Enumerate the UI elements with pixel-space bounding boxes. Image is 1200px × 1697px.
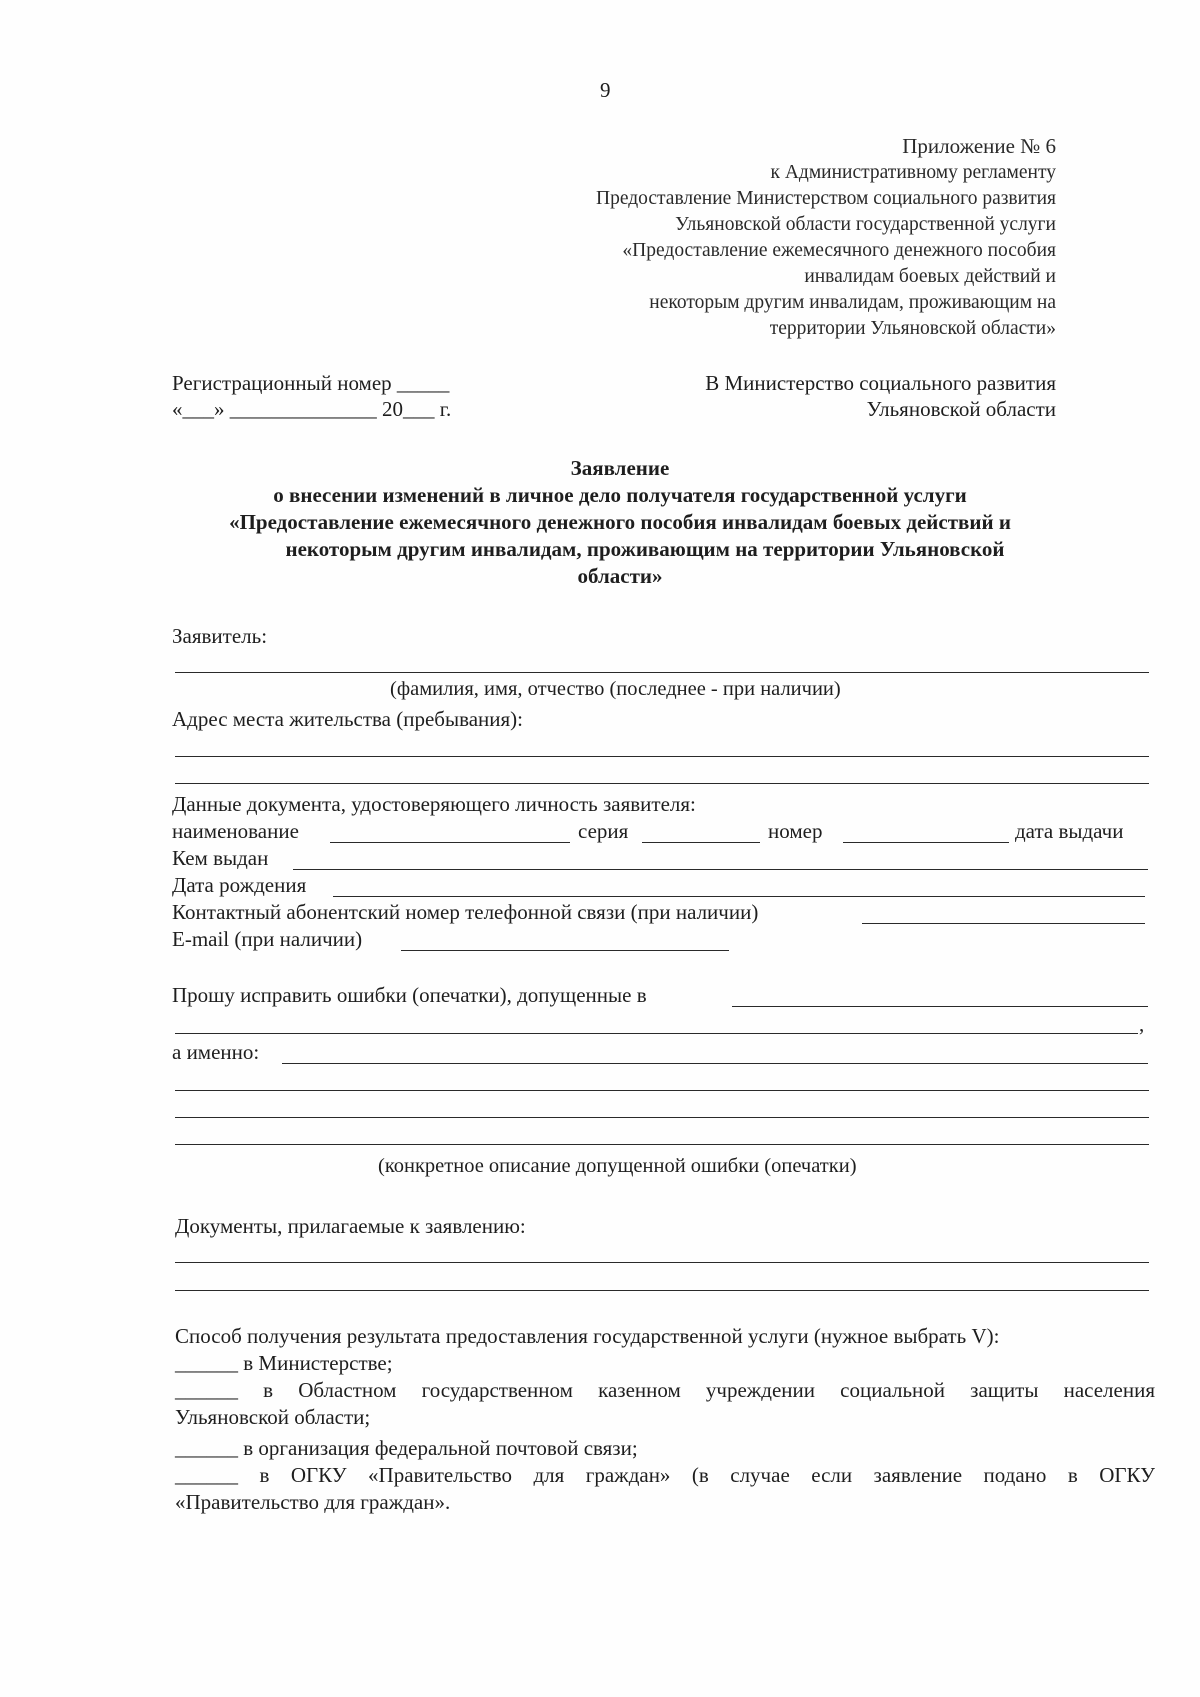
delivery-option-social-protection[interactable]: ______ в Областном государственном казенном учреждении социальной защиты населения [175, 1378, 1155, 1402]
email-label: E-mail (при наличии) [172, 927, 363, 951]
delivery-option-ogku-cont: «Правительство для граждан». [175, 1490, 451, 1514]
annex-line: Предоставление Министерством социального развития [596, 188, 1056, 209]
annex-line: «Предоставление ежемесячного денежного пособия [622, 240, 1056, 261]
fix-errors-comma: , [1139, 1012, 1145, 1036]
issued-by-field[interactable] [293, 869, 1148, 870]
annex-header [596, 133, 1056, 342]
identity-issue-date-label: дата выдачи [1015, 819, 1124, 843]
delivery-option-post[interactable]: ______ в организация федеральной почтовой связи; [175, 1436, 638, 1460]
namely-label: а именно: [172, 1040, 260, 1064]
error-description-caption: (конкретное описание допущенной ошибки (опечатки) [378, 1155, 857, 1177]
applicant-name-line[interactable] [175, 672, 1149, 673]
issued-by-label: Кем выдан [172, 846, 269, 870]
addressee-line-2: Ульяновской области [866, 397, 1056, 421]
phone-field[interactable] [862, 923, 1145, 924]
identity-name-field[interactable] [330, 842, 570, 843]
phone-label: Контактный абонентский номер телефонной связи (при наличии) [172, 900, 759, 924]
documents-line-2[interactable] [175, 1290, 1149, 1291]
birth-date-field[interactable] [333, 896, 1145, 897]
applicant-label: Заявитель: [172, 624, 268, 648]
identity-name-label: наименование [172, 819, 299, 843]
documents-line-1[interactable] [175, 1262, 1149, 1263]
identity-number-field[interactable] [843, 842, 1009, 843]
identity-heading: Данные документа, удостоверяющего личность заявителя: [172, 792, 696, 816]
document-title [170, 455, 1070, 590]
email-field[interactable] [401, 950, 729, 951]
annex-title: Приложение № 6 [902, 134, 1056, 158]
error-description-line-2[interactable] [175, 1117, 1149, 1118]
title-line: «Предоставление ежемесячного денежного пособия инвалидам боевых действий и [229, 510, 1011, 534]
fix-errors-field-2[interactable] [175, 1033, 1138, 1034]
registration-date-line: «___» ______________ 20___ г. [172, 397, 452, 421]
delivery-option-ministry[interactable]: ______ в Министерстве; [175, 1351, 393, 1375]
birth-date-label: Дата рождения [172, 873, 307, 897]
error-description-line-1[interactable] [175, 1090, 1149, 1091]
fix-errors-label: Прошу исправить ошибки (опечатки), допущенные в [172, 983, 647, 1007]
address-line-1[interactable] [175, 756, 1149, 757]
delivery-heading: Способ получения результата предоставления государственной услуги (нужное выбрать V): [175, 1324, 1000, 1348]
annex-line: территории Ульяновской области» [769, 318, 1056, 339]
address-line-2[interactable] [175, 783, 1149, 784]
annex-line: Ульяновской области государственной услуги [675, 214, 1056, 235]
title-line: некоторым другим инвалидам, проживающим на территории Ульяновской [285, 537, 1005, 561]
title-line: о внесении изменений в личное дело получателя государственной услуги [273, 483, 967, 507]
address-label: Адрес места жительства (пребывания): [172, 707, 524, 731]
error-description-line-3[interactable] [175, 1144, 1149, 1145]
identity-series-field[interactable] [642, 842, 760, 843]
fix-errors-field[interactable] [732, 1006, 1148, 1007]
addressee-line-1: В Министерство социального развития [705, 371, 1056, 395]
identity-number-label: номер [768, 819, 823, 843]
title-line: Заявление [570, 456, 670, 480]
documents-label: Документы, прилагаемые к заявлению: [175, 1214, 526, 1238]
delivery-option-ogku[interactable]: ______ в ОГКУ «Правительство для граждан» (в случае если заявление подано в ОГКУ [175, 1463, 1155, 1487]
annex-line: некоторым другим инвалидам, проживающим на [649, 292, 1056, 313]
title-line: области» [577, 564, 663, 588]
identity-series-label: серия [578, 819, 629, 843]
page-number: 9 [600, 78, 611, 102]
delivery-option-social-protection-cont: Ульяновской области; [175, 1405, 371, 1429]
annex-line: инвалидам боевых действий и [804, 266, 1056, 287]
namely-field[interactable] [282, 1063, 1148, 1064]
annex-line: к Административному регламенту [770, 162, 1056, 183]
registration-number-label: Регистрационный номер _____ [172, 371, 450, 395]
applicant-name-caption: (фамилия, имя, отчество (последнее - при наличии) [390, 678, 841, 700]
